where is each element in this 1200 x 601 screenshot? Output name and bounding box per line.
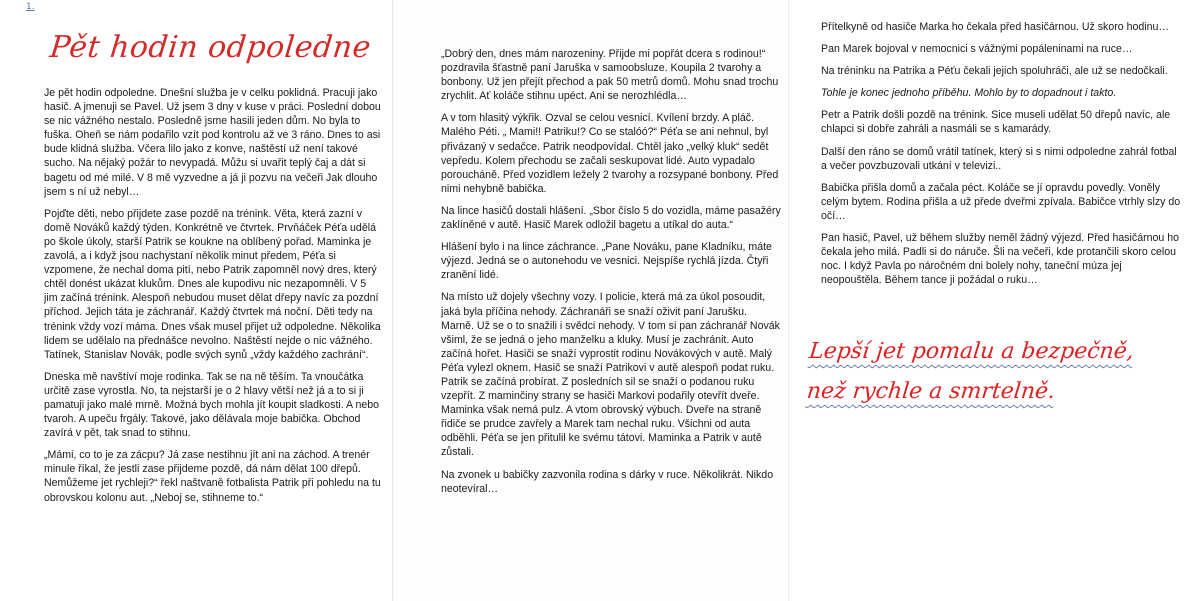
moral-handwritten (803, 332, 1200, 412)
paragraph: Další den ráno se domů vrátil tatínek, který si s nimi odpoledne zahrál fotbal a večer povzbuzovali utkání v televizi.. (821, 145, 1177, 172)
paragraph: Na místo už dojely všechny vozy. I policie, která má za úkol posoudit, jaká byla příčina nehody. Záchranáři se snaží oživit paní Jarušku. Marně. Už se o to snažili i svědci nehody. V tom si pan záchranář Novák všiml, že se jedná o jeho manželku a kluky. Musí je zachránit. Auto začíná hořet. Hasiči se snaží vyprostit rodinu Novákových v autě. Malý Péťa vylezl oknem. Hasič se snaží Patrikovi v autě alespoň podat ruku. Patrik se začíná probírat. Z posledních sil se snaží o podanou ruku vzepřít. Z maminčiny strany se hasiči Markovi podařily otevřít dveře. Maminka však nemá pulz. A vtom obrovský výbuch. Dveře na straně řidiče se prudce zavřely a Marek tam nechal ruku. Všichni od auta odběhli. Péťa se jen přitulil ke svému tátovi. Maminka a Patrik v autě zůstali. (441, 291, 780, 459)
story-title: Pět hodin odpoledne (48, 30, 373, 65)
paragraph: Přítelkyně od hasiče Marka ho čekala před hasičárnou. Už skoro hodinu… (821, 21, 1170, 33)
column-middle (441, 47, 781, 504)
moral-line-2: než rychle a smrtelně. (805, 379, 1057, 404)
page-left (0, 0, 392, 601)
paragraph: A v tom hlasitý výkřik. Ozval se celou vesnicí. Kvílení brzdy. A pláč. Malého Péti. „ Mami!! Patriku!? Co se stalóó?“ Péťa se ani nehnul, byl přivázaný v sedačce. Patrik neodpovídal. Chtěl jako „velký kluk“ sedět vepředu. Kolem přechodu se začali seskupovat lidé. Auto vypadalo poroucháně. Před vozidlem ležely 2 tvarohy a rozsypané bonbony. Před nimi nehybně babička. (441, 112, 779, 195)
page-number: 1. (26, 2, 35, 12)
page-right (788, 0, 1200, 601)
column-left (44, 86, 382, 513)
paragraph: Hlášení bylo i na lince záchrance. „Pane Nováku, pane Kladníku, máte výjezd. Jedná se o autonehodu ve vesnici. Nejspíše rychlá jízda. Čtyři zranění lidé. (441, 241, 772, 282)
moral-line-1: Lepší jet pomalu a bezpečně, (807, 339, 1136, 364)
paragraph: Babička přišla domů a začala péct. Koláče se jí opravdu povedly. Voněly celým bytem. Rodina přišla a už přede dveřmi zpívala. Babičce vtrhly slzy do očí… (821, 181, 1181, 222)
paragraph-italic: Tohle je konec jednoho příběhu. Mohlo by to dopadnout i takto. (821, 87, 1117, 100)
paragraph: Pan hasič, Pavel, už během služby neměl žádný výjezd. Před hasičárnou ho čekala jeho milá. Padli si do náruče. Šli na večeři, kde protančili skoro celou noc. I když Pavla po náročném dni bolely nohy, taneční múza jej neopouštěla. Během tance ji požádal o ruku… (821, 232, 1180, 287)
paragraph: Na zvonek u babičky zazvonila rodina s dárky v ruce. Několikrát. Nikdo neotevíral… (441, 468, 774, 495)
paragraph: Na tréninku na Patrika a Péťu čekali jejich spoluhráči, ale už se nedočkali. (821, 65, 1168, 78)
paragraph: „Mámi, co to je za zácpu? Já zase nestihnu jít ani na záchod. A trenér minule říkal, že jestli zase přijdeme pozdě, dá nám dělat 100 dřepů. Nemůžeme jet rychleji?“ řekl naštvaně fotbalista Patrik při pohledu na tu obrovskou kolonu aut. „Neboj se, stihneme to.“ (44, 449, 381, 504)
paragraph: Petr a Patrik došli pozdě na trénink. Sice museli udělat 50 dřepů navíc, ale chlapci si dobře zahráli a nasmáli se s kamarády. (821, 109, 1171, 136)
paragraph: Pojďte děti, nebo přijdete zase pozdě na trénink. Věta, která zazní v domě Nováků každý týden. Konkrétně ve čtvrtek. Prvňáček Péťa udělá po škole úkoly, starší Patrik se koukne na oblíbený pořad. Maminka je zavolá, a i když jsou nachystaní několik minut předem, Péťa si vzpomene, že nechal doma pití, nebo Patrik zapomněl nový dres, který chtěl donést ukázat klukům. Dnes ale kupodivu nic nezapomněli. V 5 jim začíná trénink. Alespoň nebudou muset dělat dřepy navíc za pozdní příchod. Jejich táta je záchranář. Každý čtvrtek má noční. Děti tedy na trénink vždy vozí máma. Dnes však musel přijet už odpoledne. Několika lidem se udělalo na přednášce nevolno. Naštěstí nejde o nic vážného. Tatínek, Stanislav Novák, podle svých synů „vždy každého zachrání“. (44, 207, 381, 361)
paragraph: Je pět hodin odpoledne. Dnešní služba je v celku poklidná. Pracuji jako hasič. A jmenuji se Pavel. Už jsem 3 dny v kuse v práci. Poslední dobou se nic vážného nestalo. Posledně jsme hasili jeden dům. No byla to fuška. Oheň se nám podařilo vzít pod kontrolu až ve 3 ráno. Dnes to asi bude klidná služba. Včera lilo jako z konve, naštěstí už není takové sucho. Na nějaký požár to nevypadá. Můžu si uvařit teplý čaj a dát si bagetu od mé milé. V 8 mě vyzvedne a já ji pozvu na večeři Jak dlouho jsem s ní už nebyl… (44, 87, 381, 198)
paragraph: „Dobrý den, dnes mám narozeniny. Přijde mi popřát dcera s rodinou!“ pozdravila šťastně paní Jaruška v samoobsluze. Koupila 2 tvarohy a bonbony. Už jen přejít přechod a pak 50 metrů domů. Mohu snad trochu zrychlit. Ať koláče stihnu upéct. Ani se nerozhlédla… (441, 48, 779, 103)
column-right (821, 20, 1183, 295)
paragraph: Na lince hasičů dostali hlášení. „Sbor číslo 5 do vozidla, máme pasažéry zaklíněné v autě. Hasič Marek odložil bagetu a utíkal do auta.“ (441, 204, 781, 232)
paragraph: Pan Marek bojoval v nemocnici s vážnými popáleninami na ruce… (821, 43, 1133, 56)
page-middle (392, 0, 788, 601)
paragraph: Dneska mě navštíví moje rodinka. Tak se na ně těším. Ta vnoučátka určitě zase vyrostla. No, ta nejstarší je o 2 hlavy větší než já a to si ji pamatuji jako malé mrně. Možná bych mohla jít koupit sladkosti. A nebo tvaroh. A upeču frgály. Takové, jako dělávala moje babička. Obchod zavírá v pět, tak snad to stihnu. (44, 370, 380, 440)
